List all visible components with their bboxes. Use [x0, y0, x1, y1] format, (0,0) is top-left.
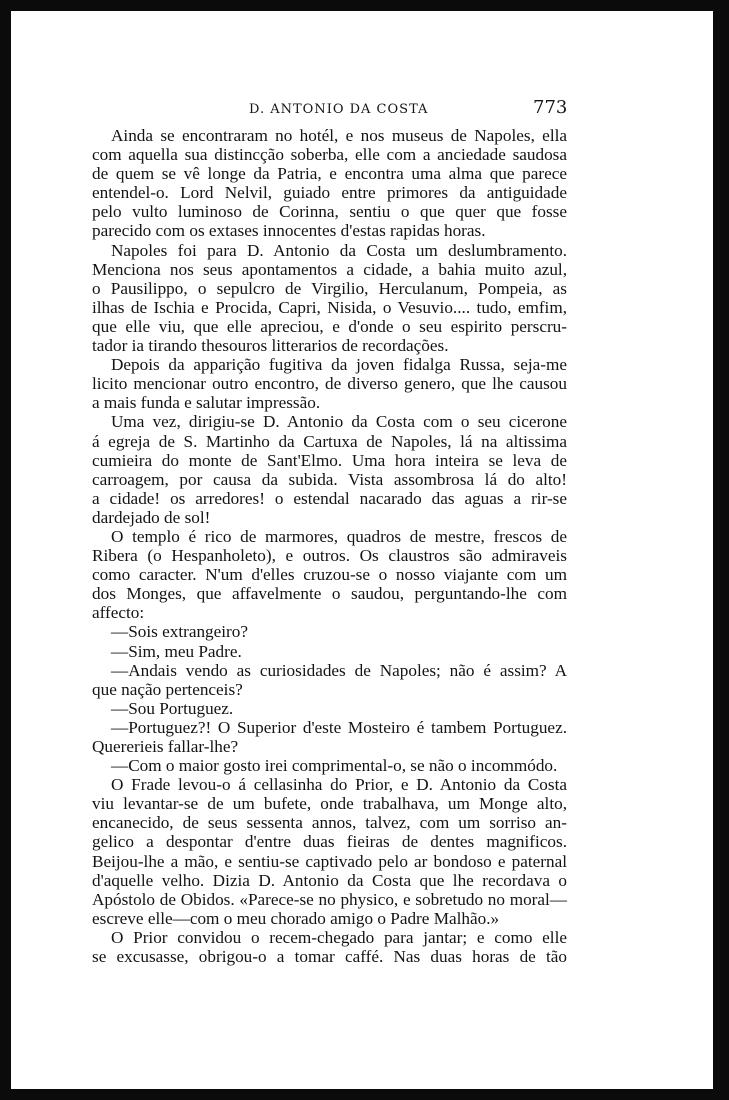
text-line: Menciona nos seus apontamentos a cidade, a bahia muito azul, — [92, 259, 567, 279]
page-header — [11, 96, 713, 126]
text-line: —Com o maior gosto irei comprimental-o, se não o incommódo. — [111, 756, 558, 776]
text-line: parecido com os extases innocentes d'estas rapidas horas. — [92, 221, 486, 241]
text-line: —Andais vendo as curiosidades de Napoles; não é assim? A — [111, 660, 567, 680]
book-page — [11, 11, 713, 1089]
text-line: O templo é rico de marmores, quadros de mestre, frescos de — [111, 526, 567, 546]
text-line: —Sois extrangeiro? — [111, 622, 248, 642]
text-line: tador ia tirando thesouros litterarios de recordações. — [92, 336, 449, 356]
text-line: que nação pertenceis? — [92, 679, 243, 699]
text-line: entendel-o. Lord Nelvil, guiado entre primores da antiguidade — [92, 183, 567, 203]
text-line: Depois da apparição fugitiva da joven fidalga Russa, seja-me — [111, 355, 567, 375]
text-line: —Sim, meu Padre. — [111, 641, 242, 661]
text-line: affecto: — [92, 603, 145, 623]
text-line: escreve elle—com o meu chorado amigo o Padre Malhão.» — [92, 908, 500, 928]
body-text — [92, 126, 567, 966]
text-line: a mais funda e salutar impressão. — [92, 393, 321, 413]
text-line: encanecido, de seus sessenta annos, talvez, com um sorriso an- — [92, 813, 567, 833]
text-line: o Pausilippo, o sepulcro de Virgilio, Herculanum, Pompeia, as — [92, 278, 567, 298]
text-line: cumieira do monte de Sant'Elmo. Uma hora inteira se leva de — [92, 450, 567, 470]
text-line: Ainda se encontraram no hotél, e nos museus de Napoles, ella — [111, 126, 567, 145]
text-line: Apóstolo de Obidos. «Parece-se no physico, e sobretudo no moral— — [92, 889, 567, 909]
text-line: como caracter. N'um d'elles cruzou-se o nosso viajante com um — [92, 565, 567, 585]
text-line: O Frade levou-o á cellasinha do Prior, e D. Antonio da Costa — [111, 775, 567, 795]
text-line: licito mencionar outro encontro, de diverso genero, que lhe causou — [92, 374, 567, 394]
text-line: —Portuguez?! O Superior d'este Mosteiro é tambem Portuguez. — [111, 717, 567, 737]
text-line: pelo vulto luminoso de Corinna, sentiu o que quer que fosse — [92, 202, 567, 222]
text-line: gelico a despontar d'entre duas fieiras de dentes magnificos. — [92, 832, 567, 852]
text-line: Napoles foi para D. Antonio da Costa um deslumbramento. — [111, 240, 567, 260]
text-line: á egreja de S. Martinho da Cartuxa de Napoles, lá na altissima — [92, 431, 567, 451]
running-head: D. ANTONIO DA COSTA — [249, 102, 429, 117]
text-line: ilhas de Ischia e Procida, Capri, Nisida, o Vesuvio.... tudo, emfim, — [92, 297, 567, 317]
text-line: d'aquelle velho. Dizia D. Antonio da Costa que lhe recordava o — [92, 870, 567, 890]
text-line: a cidade! os arredores! o estendal nacarado das aguas a rir-se — [92, 488, 567, 508]
text-line: —Sou Portuguez. — [111, 698, 234, 718]
text-line: Quererieis fallar-lhe? — [92, 737, 239, 756]
text-line: de quem se vê longe da Patria, e encontra uma alma que parece — [92, 164, 567, 184]
text-line: Uma vez, dirigiu-se D. Antonio da Costa com o seu cicerone — [111, 412, 567, 432]
page-number: 773 — [533, 97, 568, 118]
text-line: com aquella sua distincção soberba, elle com a anciedade saudosa — [92, 145, 567, 165]
text-line: dardejado de sol! — [92, 507, 211, 527]
text-line: Ribera (o Hespanholeto), e outros. Os claustros são admiraveis — [92, 546, 567, 566]
text-line: carroagem, por causa da subida. Vista assombrosa lá do alto! — [92, 469, 567, 489]
text-line: dos Monges, que affavelmente o saudou, perguntando-lhe com — [92, 584, 567, 604]
text-line: O Prior convidou o recem-chegado para jantar; e como elle — [111, 927, 567, 947]
text-line: que elle viu, que elle apreciou, e d'onde o seu espirito perscru- — [92, 316, 567, 336]
text-line: viu levantar-se de um bufete, onde trabalhava, um Monge alto, — [92, 794, 567, 814]
text-line: Beijou-lhe a mão, e sentiu-se captivado pelo ar bondoso e paternal — [92, 851, 567, 871]
text-line: se excusasse, obrigou-o a tomar caffé. Nas duas horas de tão — [92, 947, 567, 967]
